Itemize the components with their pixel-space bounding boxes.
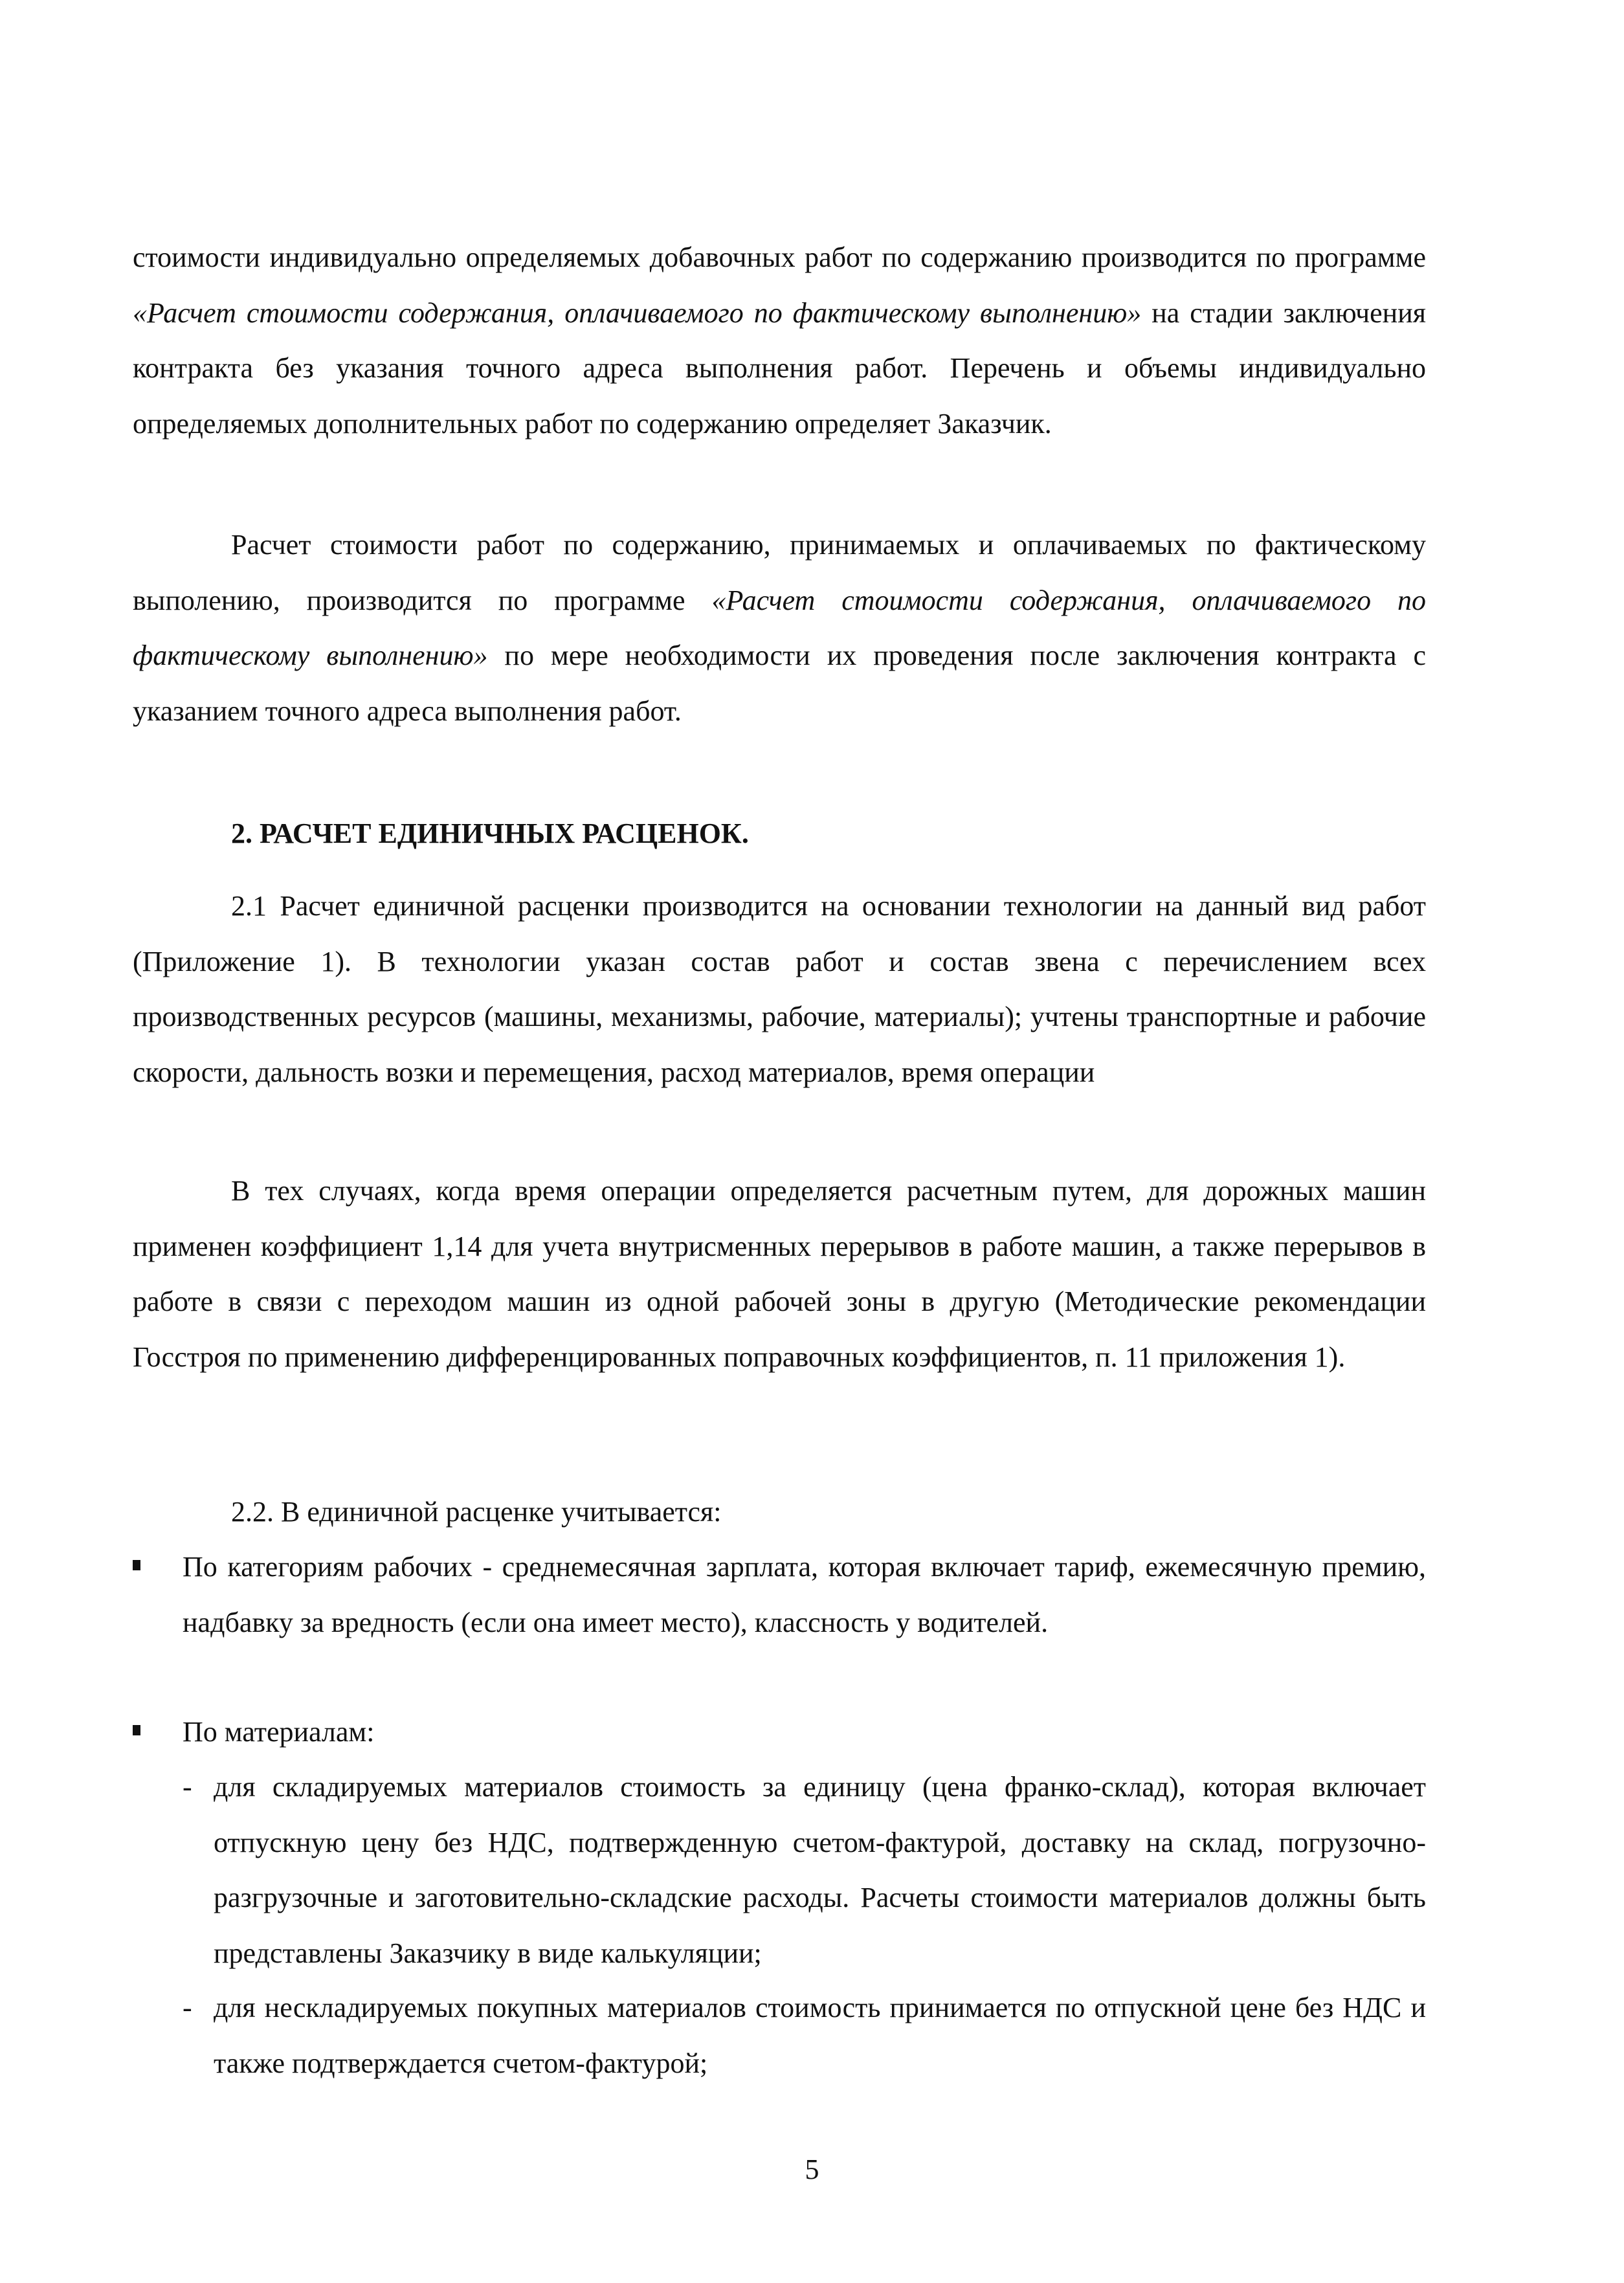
- paragraph-continuation: [133, 230, 1426, 451]
- dash-marker: -: [183, 1992, 192, 2023]
- section-heading: 2. РАСЧЕТ ЕДИНИЧНЫХ РАСЦЕНОК.: [231, 818, 749, 849]
- paragraph-text: Расчет стоимости работ по содержанию, принимаемых и оплачиваемых по фактическому выполению, производится по программе: [133, 529, 1426, 616]
- paragraph-2-2: 2.2. В единичной расценке учитывается:: [231, 1496, 722, 1528]
- page-number: 5: [805, 2154, 819, 2185]
- program-name: «Расчет стоимости содержания, оплачиваемого по фактическому выполнению»: [133, 296, 1142, 329]
- bullet-workers: [133, 1539, 1426, 1650]
- bullet-text: По материалам:: [183, 1716, 375, 1748]
- paragraph-calculation: [133, 517, 1426, 739]
- paragraph-2-1: 2.1 Расчет единичной расценки производится на основании технологии на данный вид работ (Приложение 1). В технологии указан состав работ и состав звена с перечислением всех производственных ресурсов (машины, механизмы, рабочие, материалы); учтены транспортные и рабочие скорости, дальность возки и перемещения, расход материалов, время операции: [133, 890, 1426, 1088]
- dash-item-purchased-materials: [183, 1980, 1426, 2091]
- paragraph-time-coefficient: В тех случаях, когда время операции определяется расчетным путем, для дорожных машин применен коэффициент 1,14 для учета внутрисменных перерывов в работе машин, а также перерывов в работе в связи с переходом машин из одной рабочей зоны в другую (Методические рекомендации Госстроя по применению дифференцированных поправочных коэффициентов, п. 11 приложения 1).: [133, 1175, 1426, 1373]
- program-name: «Расчет стоимости содержания, оплачиваемого по фактическому выполнению»: [133, 584, 1426, 671]
- dash-item-text: для складируемых материалов стоимость за единицу (цена франко-склад), которая включает отпускную цену без НДС, подтвержденную счетом-фактурой, доставку на склад, погрузочно-разгрузочные и заготовительно-складские расходы. Расчеты стоимости материалов должны быть представлены Заказчику в виде калькуляции;: [214, 1771, 1426, 1969]
- paragraph-text: на стадии заключения контракта без указания точного адреса выполнения работ. Перечень и объемы индивидуально определяемых дополнительных работ по содержанию определяет Заказчик.: [133, 296, 1427, 440]
- dash-item-stored-materials: [183, 1759, 1426, 1981]
- dash-marker: -: [183, 1771, 192, 1803]
- paragraph-text: по мере необходимости их проведения после заключения контракта с указанием точного адреса выполнения работ.: [133, 640, 1426, 727]
- paragraph-text: стоимости индивидуально определяемых добавочных работ по содержанию производится по программе: [133, 241, 1426, 273]
- bullet-text: По категориям рабочих - среднемесячная зарплата, которая включает тариф, ежемесячную премию, надбавку за вредность (если она имеет место), классность у водителей.: [183, 1551, 1426, 1638]
- bullet-materials: [133, 1704, 1426, 1760]
- square-bullet-icon: [133, 1725, 140, 1735]
- square-bullet-icon: [133, 1560, 140, 1570]
- dash-item-text: для нескладируемых покупных материалов стоимость принимается по отпускной цене без НДС и также подтверждается счетом-фактурой;: [214, 1992, 1426, 2079]
